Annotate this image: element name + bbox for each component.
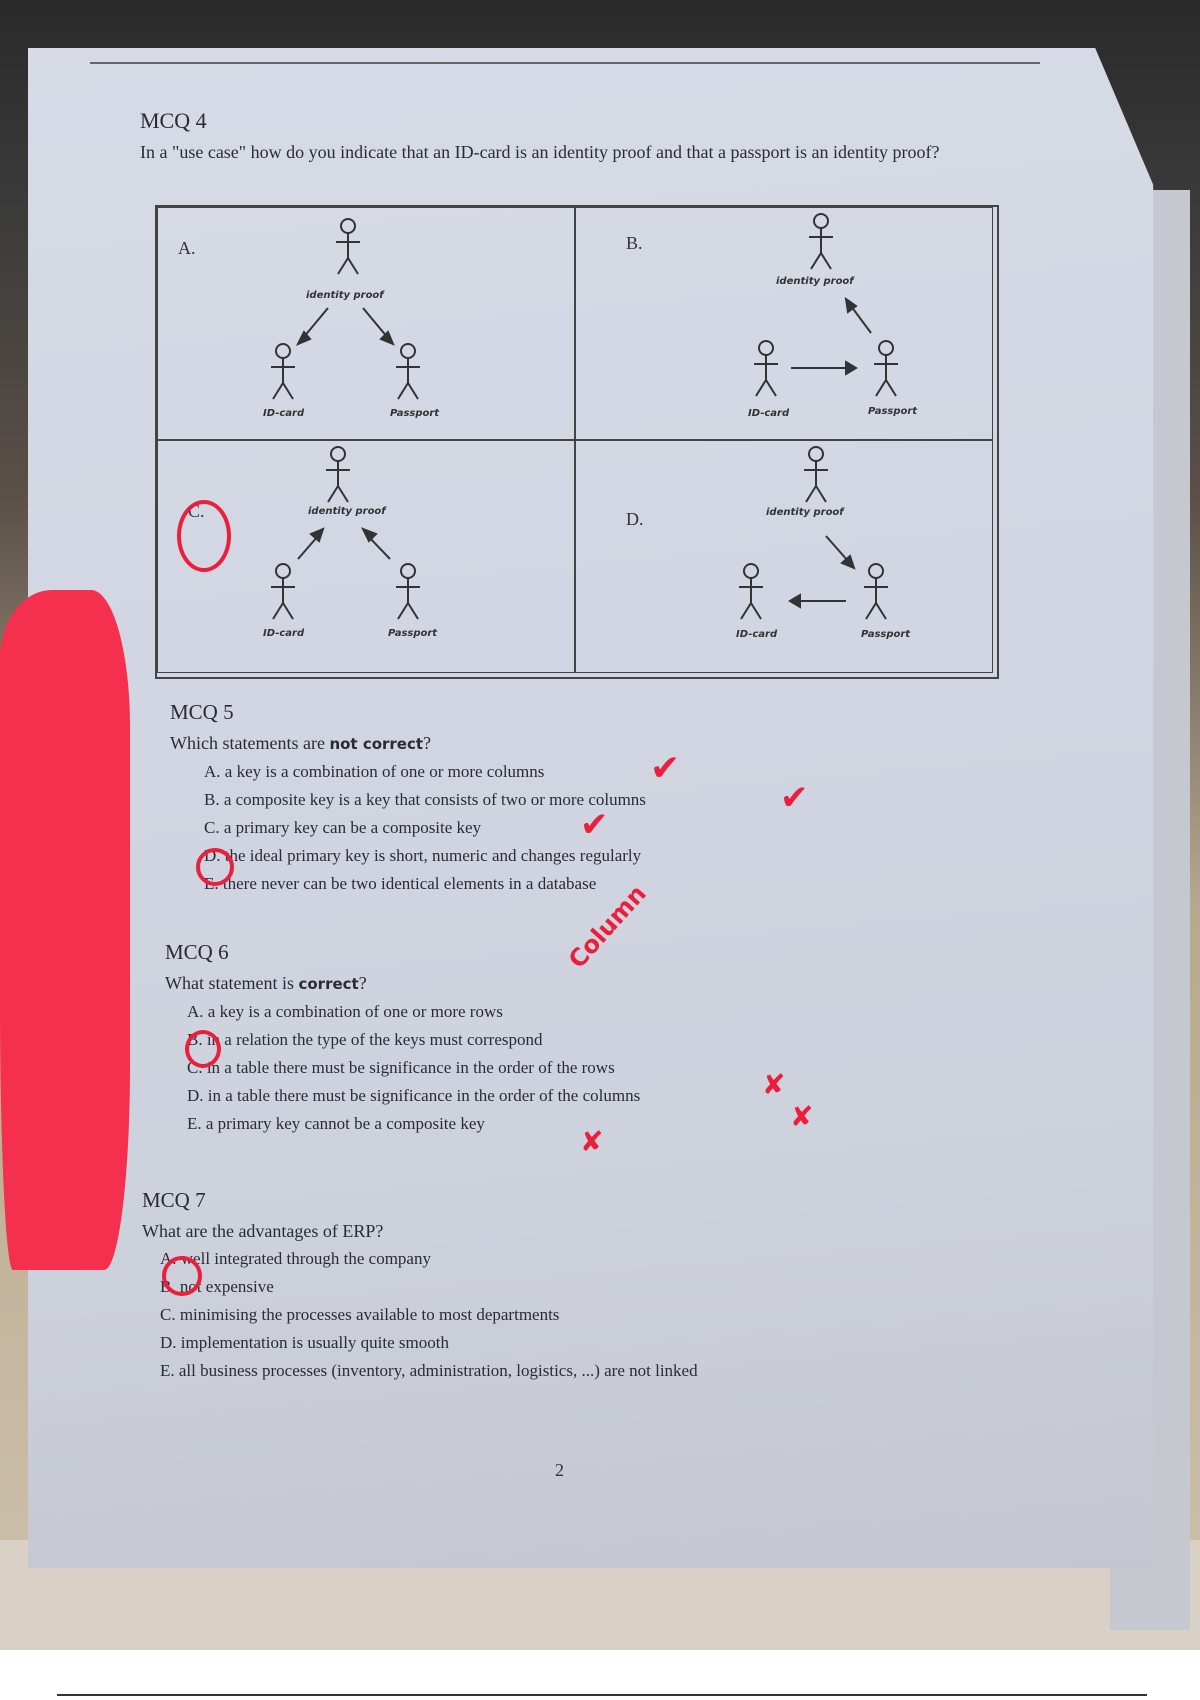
mcq4-question: In a "use case" how do you indicate that an ID-card is an identity proof and that a passport is an identity proof? [140,142,940,162]
handwritten-note: Column [563,879,652,974]
mcq6-option-b: B. in a relation the type of the keys must correspond [187,1030,543,1049]
mcq5-section [170,700,646,898]
mcq6-option-c: C. in a table there must be significance in the order of the rows [187,1058,615,1077]
panel-d-diagram [576,441,994,674]
use-case-diagram-grid [155,205,999,679]
mcq7-title: MCQ 7 [142,1188,206,1212]
mcq4-title: MCQ 4 [140,108,207,133]
cross-mark-icon: ✘ [762,1068,786,1101]
mcq6-section [165,940,640,1138]
mcq7-option-c: C. minimising the processes available to most departments [160,1305,560,1324]
mcq5-question [170,729,646,758]
panel-a-diagram [158,208,576,441]
actor-icon [864,564,888,619]
panel-b-diagram [576,208,994,441]
check-mark-icon: ✔ [780,778,809,818]
mcq6-question-suffix: ? [358,973,367,993]
bottom-divider [57,1694,1147,1696]
actor-icon [804,447,828,502]
mcq5-option-c: C. a primary key can be a composite key [204,818,482,837]
mcq6-options [187,998,640,1138]
header-rule [90,62,1040,64]
panel-b-right-label: Passport [868,406,918,417]
mcq7-option-b: B. not expensive [160,1277,274,1296]
check-mark-icon: ✔ [650,748,681,789]
mcq6-question [165,969,640,998]
mcq7-options [160,1245,698,1385]
mcq5-question-suffix: ? [423,733,432,753]
red-redaction-blob [0,590,130,1270]
mcq6-option-d: D. in a table there must be significance in the order of the columns [187,1086,641,1105]
panel-a-top-label: identity proof [306,290,384,301]
mcq7-option-e: E. all business processes (inventory, administration, logistics, ...) are not linked [160,1361,698,1380]
panel-a-label: A. [178,238,196,258]
mcq6-question-prefix: What statement is [165,973,299,993]
mcq4-section [140,108,1040,166]
mcq7-option-a: A. well integrated through the company [160,1249,431,1268]
answer-circle-mcq5 [196,848,234,886]
page-number: 2 [555,1460,564,1480]
mcq5-option-a: A. a key is a combination of one or more columns [204,762,545,781]
actor-icon [396,344,420,399]
mcq5-question-emph: not correct [329,735,424,753]
panel-d-right-label: Passport [861,629,911,640]
panel-b [575,207,993,440]
panel-a-left-label: ID-card [263,408,305,419]
panel-c-right-label: Passport [388,628,438,639]
actor-icon [874,341,898,396]
cross-mark-icon: ✘ [790,1100,814,1133]
actor-icon [326,447,350,502]
actor-icon [271,344,295,399]
mcq7-option-d: D. implementation is usually quite smooth [160,1333,449,1352]
panel-d-left-label: ID-card [736,629,778,640]
mcq5-title: MCQ 5 [170,700,234,724]
actor-icon [739,564,763,619]
actor-icon [336,219,360,274]
actor-icon [754,341,778,396]
actor-icon [809,214,833,269]
mcq7-section [142,1188,698,1385]
mcq6-option-e: E. a primary key cannot be a composite key [187,1114,485,1133]
panel-c-left-label: ID-card [263,628,305,639]
mcq7-question: What are the advantages of ERP? [142,1221,384,1241]
panel-b-label: B. [626,233,643,253]
mcq5-option-d: D. the ideal primary key is short, numeric and changes regularly [204,846,642,865]
panel-d-top-label: identity proof [766,507,844,518]
mcq6-option-a: A. a key is a combination of one or more rows [187,1002,503,1021]
actor-icon [271,564,295,619]
answer-circle-mcq4 [177,500,231,572]
panel-d [575,440,993,673]
panel-a [157,207,575,440]
mcq5-option-b: B. a composite key is a key that consists of two or more columns [204,790,646,809]
panel-b-left-label: ID-card [748,408,790,419]
cross-mark-icon: ✘ [580,1125,604,1158]
answer-circle-mcq6 [185,1030,221,1068]
panel-c-label: C. [188,501,205,521]
actor-icon [396,564,420,619]
mcq5-question-prefix: Which statements are [170,733,330,753]
panel-b-top-label: identity proof [776,276,854,287]
panel-d-label: D. [626,509,644,529]
answer-circle-mcq7 [162,1256,202,1296]
mcq6-title: MCQ 6 [165,940,229,964]
panel-c-top-label: identity proof [308,506,386,517]
check-mark-icon: ✔ [580,805,609,845]
panel-a-right-label: Passport [390,408,440,419]
mcq5-option-e: E. there never can be two identical elements in a database [204,874,597,893]
mcq6-question-emph: correct [298,975,359,993]
